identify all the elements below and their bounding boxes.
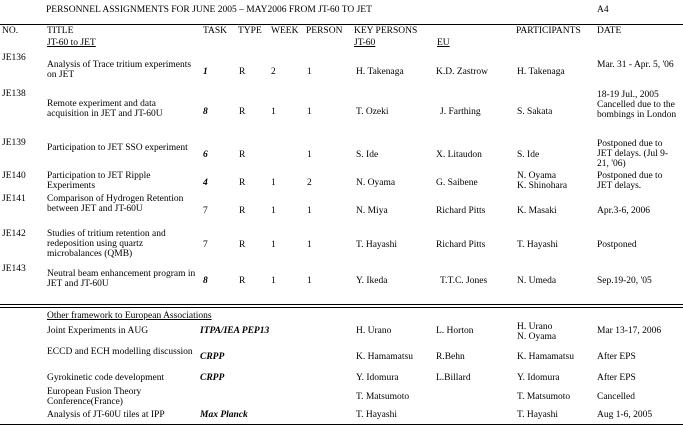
row-title: Analysis of Trace tritium experiments on JET	[47, 60, 192, 80]
row-jt60: T. Ozeki	[356, 107, 389, 117]
row-title: Joint Experiments in AUG	[47, 326, 149, 336]
row-jt60: N. Oyama	[356, 178, 396, 188]
row-jt60: T. Hayashi	[356, 240, 397, 250]
row-eu: L. Horton	[436, 326, 474, 336]
row-task: Max Planck	[200, 410, 248, 420]
row-participants: T. Hayashi	[517, 240, 558, 250]
other-heading: Other framework to European Associations	[47, 311, 212, 321]
row-title: Participation to JET Ripple Experiments	[47, 171, 151, 191]
row-date: Postponed	[597, 240, 637, 250]
row-no: JE142	[2, 229, 26, 239]
row-eu: T.T.C. Jones	[440, 276, 488, 286]
row-no: JE141	[2, 194, 26, 204]
row-week: 2	[271, 67, 276, 77]
row-task: 8	[203, 107, 208, 117]
row-person: 1	[307, 206, 312, 216]
row-date: Postponed due to JET delays. (Jul 9-21, '06)	[597, 139, 669, 169]
col-week: WEEK	[271, 26, 299, 36]
row-type: R	[239, 240, 246, 250]
row-no: JE138	[2, 89, 26, 99]
row-no: JE136	[2, 53, 26, 63]
row-task: 7	[203, 240, 208, 250]
row-date: Sep.19-20, '05	[597, 276, 652, 286]
col-person: PERSON	[306, 26, 343, 36]
row-task: 8	[203, 276, 208, 286]
row-participants: K. Masaki	[517, 206, 557, 216]
col-key-persons: KEY PERSONS	[354, 26, 418, 36]
row-week: 1	[271, 240, 276, 250]
row-jt60: Y. Ikeda	[356, 276, 388, 286]
bottom-rule	[0, 424, 683, 425]
row-date: 18-19 Jul., 2005 Cancelled due to the bombings in London	[597, 90, 677, 120]
col-date: DATE	[597, 26, 622, 36]
row-task: 1	[203, 67, 208, 77]
subheader-jt60-to-jet: JT-60 to JET	[47, 38, 96, 48]
section-rule	[0, 307, 683, 308]
col-title: TITLE	[47, 26, 74, 36]
row-no: JE139	[2, 138, 26, 148]
row-date: Mar 13-17, 2006	[597, 326, 662, 336]
col-type: TYPE	[238, 26, 262, 36]
section-rule	[0, 304, 683, 305]
row-participants: K. Hamamatsu	[517, 352, 574, 362]
row-eu: L.Billard	[436, 373, 471, 383]
row-title: Remote experiment and data acquisition in JET and JT-60U	[47, 99, 163, 119]
row-person: 1	[307, 150, 312, 160]
row-person: 1	[307, 240, 312, 250]
row-participants: N. Umeda	[517, 276, 557, 286]
row-no: JE143	[2, 264, 26, 274]
col-participants: PARTICIPANTS	[516, 26, 581, 36]
row-title: ECCD and ECH modelling discussion	[47, 347, 193, 357]
row-task: 7	[203, 206, 208, 216]
row-task: 4	[203, 178, 208, 188]
row-eu: R.Behn	[436, 352, 465, 362]
row-title: Gyrokinetic code development	[47, 373, 165, 383]
document-title: PERSONNEL ASSIGNMENTS FOR JUNE 2005 – MAY2006 FROM JT-60 TO JET	[46, 5, 372, 15]
row-participants: H. Takenaga	[517, 67, 565, 77]
col-task: TASK	[203, 26, 228, 36]
row-participants: S. Sakata	[517, 107, 553, 117]
page-code: A4	[597, 5, 609, 15]
row-eu: Richard Pitts	[436, 206, 486, 216]
row-eu: G. Saibene	[436, 178, 478, 188]
row-week: 1	[271, 276, 276, 286]
row-eu: K.D. Zastrow	[436, 67, 488, 77]
row-type: R	[239, 107, 246, 117]
row-person: 1	[307, 276, 312, 286]
row-date: Aug 1-6, 2005	[597, 410, 653, 420]
row-participants: N. Oyama	[517, 171, 557, 181]
row-participants: T. Matsumoto	[517, 392, 571, 402]
row-jt60: H. Takenaga	[356, 67, 404, 77]
subheader-jt60: JT-60	[354, 38, 376, 48]
row-type: R	[239, 206, 246, 216]
row-task: 6	[203, 150, 208, 160]
row-jt60: K. Hamamatsu	[356, 352, 413, 362]
row-eu: X. Litaudon	[436, 150, 482, 160]
row-week: 1	[271, 178, 276, 188]
row-task: ITPA/IEA PEP13	[200, 326, 270, 336]
row-date: After EPS	[597, 373, 636, 383]
row-participants: H. Urano	[517, 322, 553, 332]
row-participants: S. Ide	[517, 150, 540, 160]
subheader-eu: EU	[437, 38, 450, 48]
row-task: CRPP	[200, 352, 225, 362]
row-jt60: H. Urano	[356, 326, 392, 336]
row-date: After EPS	[597, 352, 636, 362]
row-eu: J. Farthing	[440, 107, 481, 117]
top-rule	[0, 24, 683, 25]
row-participants: Y. Idomura	[517, 373, 560, 383]
row-date: Cancelled	[597, 392, 635, 402]
col-no: NO.	[2, 26, 19, 36]
row-person: 2	[307, 178, 312, 188]
row-date: Postponed due to JET delays.	[597, 171, 663, 191]
row-jt60: N. Miya	[356, 206, 388, 216]
row-jt60: T. Hayashi	[356, 410, 397, 420]
row-jt60: Y. Idomura	[356, 373, 399, 383]
row-title: Analysis of JT-60U tiles at IPP	[47, 410, 165, 420]
row-participants-2: K. Shinohara	[517, 181, 568, 191]
row-title: Studies of tritium retention and redeposition using quartz microbalances (QMB)	[47, 229, 166, 259]
row-week: 1	[271, 206, 276, 216]
row-no: JE140	[2, 171, 26, 181]
row-title: Comparison of Hydrogen Retention between JET and JT-60U	[47, 194, 184, 214]
row-task: CRPP	[200, 373, 225, 383]
row-title: Neutral beam enhancement program in JET and JT-60U	[47, 269, 196, 289]
row-jt60: T. Matsumoto	[356, 392, 410, 402]
row-type: R	[239, 276, 246, 286]
row-eu: Richard Pitts	[436, 240, 486, 250]
row-week: 1	[271, 107, 276, 117]
row-title: European Fusion Theory Conference(France)	[47, 387, 142, 407]
row-jt60: S. Ide	[356, 150, 379, 160]
row-title: Participation to JET SSO experiment	[47, 143, 188, 153]
row-person: 1	[307, 67, 312, 77]
row-person: 1	[307, 107, 312, 117]
row-type: R	[239, 67, 246, 77]
row-participants: T. Hayashi	[517, 410, 558, 420]
row-date: Mar. 31 - Apr. 5, '06	[597, 60, 674, 70]
row-date: Apr.3-6, 2006	[597, 206, 651, 216]
row-type: R	[239, 178, 246, 188]
row-type: R	[239, 150, 246, 160]
row-participants-2: N. Oyama	[517, 332, 557, 342]
